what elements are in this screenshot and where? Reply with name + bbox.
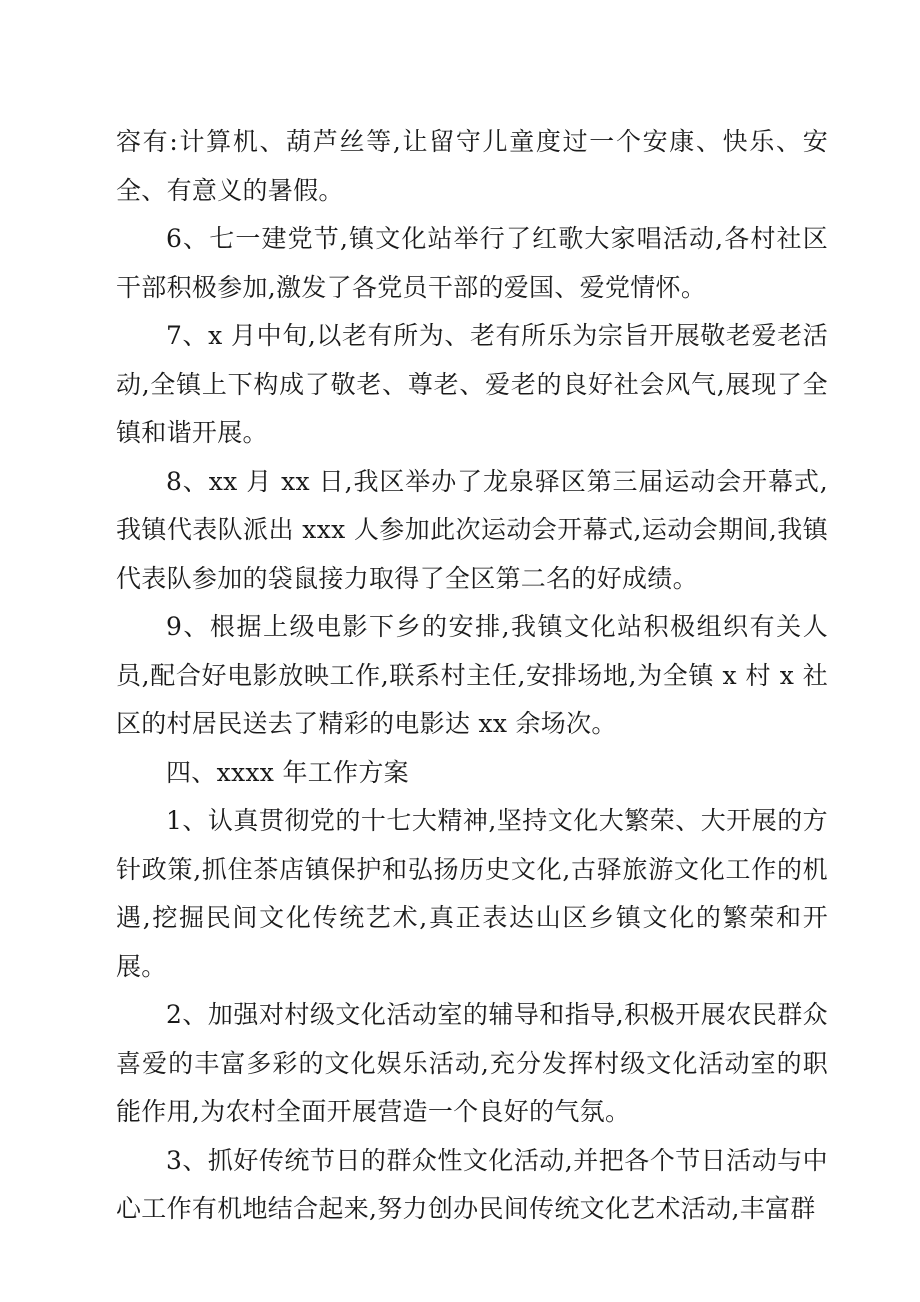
paragraph-item-6: 6、七一建党节,镇文化站举行了红歌大家唱活动,各村社区干部积极参加,激发了各党员干部的爱国、爱党情怀。	[116, 224, 828, 302]
plan-item-3: 3、抓好传统节日的群众性文化活动,并把各个节日活动与中心工作有机地结合起来,努力创办民间传统文化艺术活动,丰富群	[116, 1145, 828, 1223]
plan-item-2: 2、加强对村级文化活动室的辅导和指导,积极开展农民群众喜爱的丰富多彩的文化娱乐活动,充分发挥村级文化活动室的职能作用,为农村全面开展营造一个良好的气氛。	[116, 1000, 828, 1126]
section-heading: 四、xxxx 年工作方案	[166, 757, 409, 787]
document-body	[116, 118, 828, 1234]
paragraph-continuation: 容有:计算机、葫芦丝等,让留守儿童度过一个安康、快乐、安全、有意义的暑假。	[116, 127, 828, 205]
paragraph-item-7: 7、x 月中旬,以老有所为、老有所乐为宗旨开展敬老爱老活动,全镇上下构成了敬老、尊老、爱老的良好社会风气,展现了全镇和谐开展。	[116, 321, 828, 447]
plan-item-1: 1、认真贯彻党的十七大精神,坚持文化大繁荣、大开展的方针政策,抓住茶店镇保护和弘扬历史文化,古驿旅游文化工作的机遇,挖掘民间文化传统艺术,真正表达山区乡镇文化的繁荣和开展。	[116, 806, 828, 981]
paragraph-item-8: 8、xx 月 xx 日,我区举办了龙泉驿区第三届运动会开幕式,我镇代表队派出 xxx 人参加此次运动会开幕式,运动会期间,我镇代表队参加的袋鼠接力取得了全区第二名的好成绩。	[116, 466, 828, 593]
paragraph-item-9: 9、根据上级电影下乡的安排,我镇文化站积极组织有关人员,配合好电影放映工作,联系村主任,安排场地,为全镇 x 村 x 社区的村居民送去了精彩的电影达 xx 余场次。	[116, 612, 828, 738]
